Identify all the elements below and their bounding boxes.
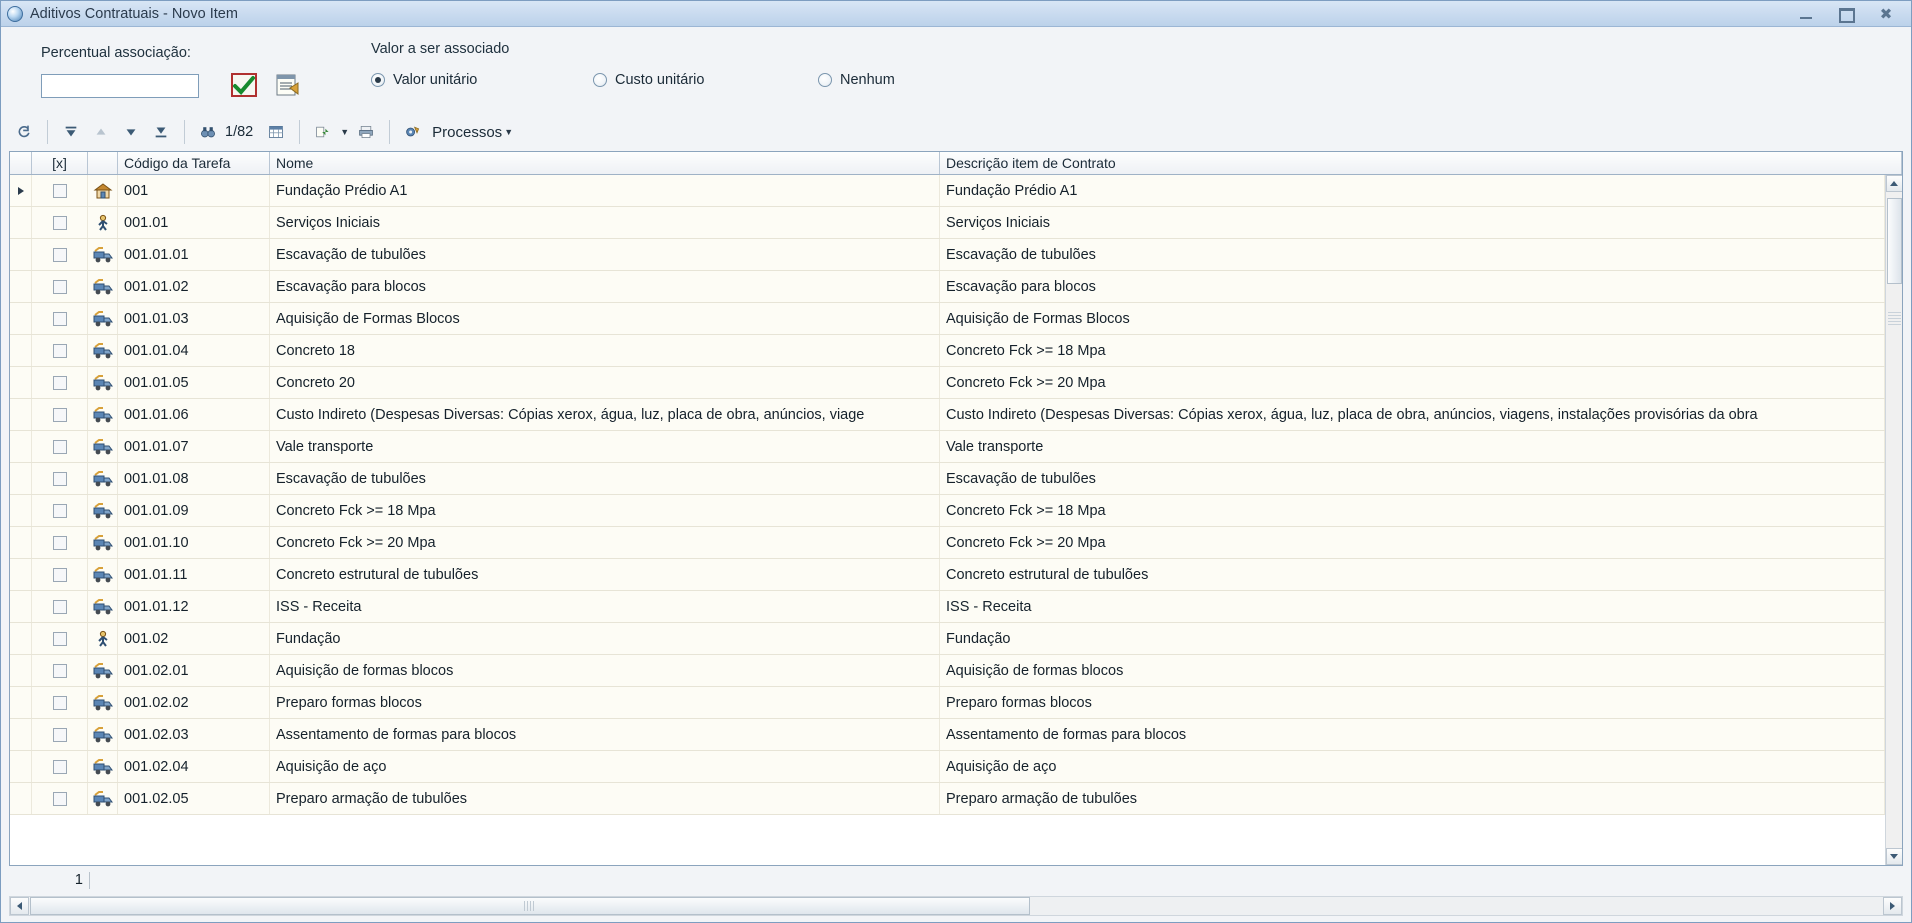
row-name-cell[interactable]: Escavação de tubulões bbox=[270, 239, 940, 270]
toolbar-separator bbox=[47, 120, 48, 144]
table-row[interactable] bbox=[10, 751, 1885, 783]
truck-icon bbox=[88, 751, 118, 782]
row-name-cell[interactable]: ISS - Receita bbox=[270, 591, 940, 622]
row-checkbox-cell[interactable] bbox=[32, 687, 88, 718]
print-icon[interactable] bbox=[351, 118, 381, 146]
minimize-icon[interactable] bbox=[1797, 6, 1815, 22]
row-current-indicator bbox=[10, 335, 32, 366]
grid-header-name[interactable]: Nome bbox=[270, 152, 940, 174]
row-checkbox[interactable] bbox=[53, 248, 67, 262]
list-lookup-glyph bbox=[275, 73, 301, 97]
row-checkbox-cell[interactable] bbox=[32, 431, 88, 462]
row-checkbox[interactable] bbox=[53, 728, 67, 742]
row-code-cell[interactable]: 001.01.02 bbox=[118, 271, 270, 302]
row-code-cell[interactable]: 001.01 bbox=[118, 207, 270, 238]
row-checkbox-cell[interactable] bbox=[32, 655, 88, 686]
row-current-indicator bbox=[10, 687, 32, 718]
row-name-cell[interactable]: Fundação bbox=[270, 623, 940, 654]
row-code-cell[interactable]: 001.02 bbox=[118, 623, 270, 654]
truck-icon bbox=[88, 367, 118, 398]
row-current-indicator bbox=[10, 591, 32, 622]
row-name-cell[interactable]: Escavação para blocos bbox=[270, 271, 940, 302]
truck-icon bbox=[88, 783, 118, 814]
scroll-left-button[interactable] bbox=[10, 897, 29, 915]
radio-label: Nenhum bbox=[840, 72, 895, 88]
row-name-cell[interactable]: Serviços Iniciais bbox=[270, 207, 940, 238]
row-description-cell[interactable]: Preparo armação de tubulões bbox=[940, 783, 1885, 814]
chevron-up-icon bbox=[1890, 181, 1898, 186]
table-row[interactable] bbox=[10, 591, 1885, 623]
hscroll-track[interactable] bbox=[29, 897, 1883, 915]
worker-icon bbox=[88, 207, 118, 238]
footer-row-number: 1 bbox=[74, 872, 83, 888]
row-code-cell[interactable]: 001.01.04 bbox=[118, 335, 270, 366]
row-name-cell[interactable]: Concreto Fck >= 20 Mpa bbox=[270, 527, 940, 558]
row-checkbox[interactable] bbox=[53, 408, 67, 422]
grid-body bbox=[10, 175, 1902, 865]
row-code-cell[interactable]: 001.01.05 bbox=[118, 367, 270, 398]
truck-icon bbox=[88, 271, 118, 302]
row-code-cell[interactable]: 001.01.10 bbox=[118, 527, 270, 558]
row-checkbox[interactable] bbox=[53, 696, 67, 710]
radio-indicator bbox=[593, 73, 607, 87]
next-record-icon[interactable] bbox=[116, 118, 146, 146]
grid-header-icon bbox=[88, 152, 118, 174]
row-checkbox-cell[interactable] bbox=[32, 399, 88, 430]
row-code-cell[interactable]: 001.01.07 bbox=[118, 431, 270, 462]
row-checkbox-cell[interactable] bbox=[32, 463, 88, 494]
row-description-cell[interactable]: Concreto estrutural de tubulões bbox=[940, 559, 1885, 590]
row-checkbox[interactable] bbox=[53, 504, 67, 518]
row-checkbox-cell[interactable] bbox=[32, 207, 88, 238]
row-code-cell[interactable]: 001.02.05 bbox=[118, 783, 270, 814]
row-description-cell[interactable]: ISS - Receita bbox=[940, 591, 1885, 622]
scroll-down-button[interactable] bbox=[1886, 848, 1903, 865]
row-name-cell[interactable]: Aquisição de Formas Blocos bbox=[270, 303, 940, 334]
truck-icon bbox=[88, 335, 118, 366]
row-checkbox[interactable] bbox=[53, 184, 67, 198]
row-current-indicator bbox=[10, 271, 32, 302]
export-caret-icon[interactable]: ▼ bbox=[340, 127, 350, 137]
row-checkbox[interactable] bbox=[53, 536, 67, 550]
radio-indicator bbox=[818, 73, 832, 87]
refresh-glyph bbox=[16, 122, 32, 142]
list-lookup-icon[interactable] bbox=[273, 71, 303, 99]
radio-label: Valor unitário bbox=[393, 72, 478, 88]
toolbar-separator bbox=[299, 120, 300, 144]
find-binoculars-icon[interactable] bbox=[193, 118, 223, 146]
scroll-up-button[interactable] bbox=[1886, 175, 1903, 192]
row-description-cell[interactable]: Aquisição de formas blocos bbox=[940, 655, 1885, 686]
row-current-indicator bbox=[10, 303, 32, 334]
row-description-cell[interactable]: Escavação para blocos bbox=[940, 271, 1885, 302]
print-glyph bbox=[358, 123, 374, 141]
row-current-indicator bbox=[10, 751, 32, 782]
row-checkbox-cell[interactable] bbox=[32, 303, 88, 334]
row-checkbox[interactable] bbox=[53, 664, 67, 678]
row-checkbox[interactable] bbox=[53, 792, 67, 806]
row-description-cell[interactable]: Fundação Prédio A1 bbox=[940, 175, 1885, 206]
window-controls bbox=[1797, 6, 1905, 22]
table-row[interactable] bbox=[10, 431, 1885, 463]
table-row[interactable] bbox=[10, 463, 1885, 495]
table-row[interactable] bbox=[10, 175, 1885, 207]
row-checkbox-cell[interactable] bbox=[32, 559, 88, 590]
tasks-grid bbox=[9, 151, 1903, 866]
radio-option-nenhum[interactable] bbox=[818, 72, 895, 88]
row-checkbox-cell[interactable] bbox=[32, 591, 88, 622]
row-name-cell[interactable]: Preparo armação de tubulões bbox=[270, 783, 940, 814]
previous-record-icon[interactable] bbox=[86, 118, 116, 146]
row-checkbox-cell[interactable] bbox=[32, 527, 88, 558]
row-code-cell[interactable]: 001.01.08 bbox=[118, 463, 270, 494]
row-current-indicator bbox=[10, 207, 32, 238]
table-row[interactable] bbox=[10, 495, 1885, 527]
grid-footer bbox=[1, 866, 1911, 894]
table-row[interactable] bbox=[10, 303, 1885, 335]
table-row[interactable] bbox=[10, 527, 1885, 559]
row-checkbox-cell[interactable] bbox=[32, 239, 88, 270]
row-name-cell[interactable]: Aquisição de aço bbox=[270, 751, 940, 782]
grid-vertical-scrollbar[interactable] bbox=[1885, 175, 1902, 865]
restore-icon[interactable] bbox=[1837, 6, 1855, 22]
row-description-cell[interactable]: Aquisição de aço bbox=[940, 751, 1885, 782]
grid-header-check[interactable]: [x] bbox=[32, 152, 88, 174]
row-checkbox[interactable] bbox=[53, 760, 67, 774]
toolbar-separator bbox=[389, 120, 390, 144]
grid-header-desc[interactable]: Descrição item de Contrato bbox=[940, 152, 1902, 174]
row-current-indicator bbox=[10, 399, 32, 430]
processes-label[interactable]: Processos bbox=[432, 123, 503, 141]
row-name-cell[interactable]: Custo Indireto (Despesas Diversas: Cópias xerox, água, luz, placa de obra, anúncios, viage bbox=[270, 399, 940, 430]
grid-view-glyph bbox=[268, 123, 284, 141]
truck-icon bbox=[88, 495, 118, 526]
row-checkbox[interactable] bbox=[53, 600, 67, 614]
table-row[interactable] bbox=[10, 207, 1885, 239]
row-current-indicator bbox=[10, 655, 32, 686]
row-description-cell[interactable]: Concreto Fck >= 18 Mpa bbox=[940, 495, 1885, 526]
row-code-cell[interactable]: 001.01.11 bbox=[118, 559, 270, 590]
green-check-glyph bbox=[231, 73, 257, 97]
first-record-glyph bbox=[63, 123, 79, 141]
page-indicator: 1/82 bbox=[225, 124, 254, 140]
percent-input[interactable] bbox=[41, 74, 199, 98]
row-description-cell[interactable]: Preparo formas blocos bbox=[940, 687, 1885, 718]
hscroll-thumb[interactable] bbox=[30, 897, 1030, 915]
table-row[interactable] bbox=[10, 367, 1885, 399]
table-row[interactable] bbox=[10, 239, 1885, 271]
worker-icon bbox=[88, 623, 118, 654]
record-toolbar bbox=[1, 113, 1911, 151]
row-checkbox-cell[interactable] bbox=[32, 175, 88, 206]
refresh-icon[interactable] bbox=[9, 118, 39, 146]
row-current-indicator bbox=[10, 719, 32, 750]
chevron-left-icon bbox=[17, 902, 22, 910]
grid-header-indicator bbox=[10, 152, 32, 174]
grid-header-code[interactable]: Código da Tarefa bbox=[118, 152, 270, 174]
row-name-cell[interactable]: Assentamento de formas para blocos bbox=[270, 719, 940, 750]
row-current-indicator bbox=[10, 623, 32, 654]
truck-icon bbox=[88, 655, 118, 686]
row-checkbox-cell[interactable] bbox=[32, 719, 88, 750]
row-code-cell[interactable]: 001.01.06 bbox=[118, 399, 270, 430]
row-description-cell[interactable]: Escavação de tubulões bbox=[940, 239, 1885, 270]
row-checkbox-cell[interactable] bbox=[32, 495, 88, 526]
row-checkbox[interactable] bbox=[53, 472, 67, 486]
row-name-cell[interactable]: Escavação de tubulões bbox=[270, 463, 940, 494]
row-code-cell[interactable]: 001.01.01 bbox=[118, 239, 270, 270]
row-name-cell[interactable]: Fundação Prédio A1 bbox=[270, 175, 940, 206]
truck-icon bbox=[88, 399, 118, 430]
truck-icon bbox=[88, 591, 118, 622]
chevron-down-icon bbox=[1890, 854, 1898, 859]
export-arrow-glyph bbox=[315, 123, 331, 141]
radio-option-valor-unitario[interactable] bbox=[371, 72, 593, 88]
row-current-indicator bbox=[10, 559, 32, 590]
truck-icon bbox=[88, 303, 118, 334]
row-checkbox-cell[interactable] bbox=[32, 783, 88, 814]
row-name-cell[interactable]: Vale transporte bbox=[270, 431, 940, 462]
row-checkbox[interactable] bbox=[53, 280, 67, 294]
row-current-indicator bbox=[10, 783, 32, 814]
window-circle-icon bbox=[7, 6, 23, 22]
row-name-cell[interactable]: Aquisição de formas blocos bbox=[270, 655, 940, 686]
table-row[interactable] bbox=[10, 623, 1885, 655]
green-check-icon[interactable] bbox=[229, 71, 259, 99]
scroll-right-button[interactable] bbox=[1883, 897, 1902, 915]
find-binoculars-glyph bbox=[200, 123, 216, 141]
truck-icon bbox=[88, 559, 118, 590]
table-row[interactable] bbox=[10, 559, 1885, 591]
processes-caret-icon[interactable]: ▼ bbox=[504, 127, 514, 137]
row-description-cell[interactable]: Aquisição de Formas Blocos bbox=[940, 303, 1885, 334]
radio-label: Custo unitário bbox=[615, 72, 705, 88]
processes-icon[interactable] bbox=[398, 118, 428, 146]
row-checkbox[interactable] bbox=[53, 440, 67, 454]
grid-horizontal-scrollbar[interactable] bbox=[9, 896, 1903, 916]
row-checkbox[interactable] bbox=[53, 632, 67, 646]
radio-indicator bbox=[371, 73, 385, 87]
last-record-glyph bbox=[153, 123, 169, 141]
table-row[interactable] bbox=[10, 655, 1885, 687]
row-code-cell[interactable]: 001.01.03 bbox=[118, 303, 270, 334]
radio-option-custo-unitario[interactable] bbox=[593, 72, 818, 88]
value-radio-group bbox=[371, 72, 895, 88]
truck-icon bbox=[88, 431, 118, 462]
window-title: Aditivos Contratuais - Novo Item bbox=[30, 5, 238, 22]
row-current-indicator bbox=[10, 175, 32, 206]
row-checkbox[interactable] bbox=[53, 344, 67, 358]
row-description-cell[interactable]: Assentamento de formas para blocos bbox=[940, 719, 1885, 750]
truck-icon bbox=[88, 527, 118, 558]
footer-edit-line[interactable] bbox=[89, 872, 1911, 889]
grid-view-icon[interactable] bbox=[261, 118, 291, 146]
row-code-cell[interactable]: 001.02.03 bbox=[118, 719, 270, 750]
row-description-cell[interactable]: Concreto Fck >= 18 Mpa bbox=[940, 335, 1885, 366]
row-description-cell[interactable]: Concreto Fck >= 20 Mpa bbox=[940, 527, 1885, 558]
scroll-thumb[interactable] bbox=[1887, 198, 1902, 284]
row-current-indicator bbox=[10, 367, 32, 398]
truck-icon bbox=[88, 239, 118, 270]
row-name-cell[interactable]: Concreto estrutural de tubulões bbox=[270, 559, 940, 590]
row-checkbox-cell[interactable] bbox=[32, 271, 88, 302]
next-record-glyph bbox=[123, 123, 139, 141]
table-row[interactable] bbox=[10, 335, 1885, 367]
row-code-cell[interactable]: 001.01.09 bbox=[118, 495, 270, 526]
row-current-indicator bbox=[10, 495, 32, 526]
row-description-cell[interactable]: Vale transporte bbox=[940, 431, 1885, 462]
row-code-cell[interactable]: 001.02.02 bbox=[118, 687, 270, 718]
scroll-track[interactable] bbox=[1886, 192, 1903, 848]
chevron-right-icon bbox=[1890, 902, 1895, 910]
last-record-icon[interactable] bbox=[146, 118, 176, 146]
processes-glyph bbox=[405, 123, 421, 141]
row-code-cell[interactable]: 001.02.01 bbox=[118, 655, 270, 686]
row-current-indicator bbox=[10, 431, 32, 462]
truck-icon bbox=[88, 719, 118, 750]
previous-record-glyph bbox=[93, 123, 109, 141]
value-group-title: Valor a ser associado bbox=[371, 41, 510, 57]
row-checkbox-cell[interactable] bbox=[32, 623, 88, 654]
close-icon[interactable]: ✖ bbox=[1879, 4, 1893, 23]
house-icon bbox=[88, 175, 118, 206]
row-description-cell[interactable]: Concreto Fck >= 20 Mpa bbox=[940, 367, 1885, 398]
truck-icon bbox=[88, 463, 118, 494]
row-name-cell[interactable]: Preparo formas blocos bbox=[270, 687, 940, 718]
toolbar-separator bbox=[184, 120, 185, 144]
row-current-indicator bbox=[10, 463, 32, 494]
row-name-cell[interactable]: Concreto 18 bbox=[270, 335, 940, 366]
row-checkbox-cell[interactable] bbox=[32, 335, 88, 366]
row-code-cell[interactable]: 001 bbox=[118, 175, 270, 206]
hscroll-grip-icon bbox=[524, 901, 536, 911]
row-name-cell[interactable]: Concreto Fck >= 18 Mpa bbox=[270, 495, 940, 526]
association-form-panel bbox=[1, 27, 1911, 113]
row-name-cell[interactable]: Concreto 20 bbox=[270, 367, 940, 398]
row-checkbox[interactable] bbox=[53, 216, 67, 230]
row-checkbox[interactable] bbox=[53, 312, 67, 326]
row-current-indicator bbox=[10, 527, 32, 558]
grid-rows bbox=[10, 175, 1885, 865]
row-description-cell[interactable]: Escavação de tubulões bbox=[940, 463, 1885, 494]
row-current-indicator bbox=[10, 239, 32, 270]
table-row[interactable] bbox=[10, 783, 1885, 815]
row-code-cell[interactable]: 001.02.04 bbox=[118, 751, 270, 782]
row-description-cell[interactable]: Fundação bbox=[940, 623, 1885, 654]
row-code-cell[interactable]: 001.01.12 bbox=[118, 591, 270, 622]
current-row-arrow-icon bbox=[18, 187, 24, 195]
row-checkbox[interactable] bbox=[53, 376, 67, 390]
grid-header-row bbox=[10, 152, 1902, 175]
row-checkbox[interactable] bbox=[53, 568, 67, 582]
row-checkbox-cell[interactable] bbox=[32, 367, 88, 398]
scroll-grip-icon bbox=[1888, 312, 1901, 326]
truck-icon bbox=[88, 687, 118, 718]
export-arrow-icon[interactable] bbox=[308, 118, 338, 146]
table-row[interactable] bbox=[10, 687, 1885, 719]
table-row[interactable] bbox=[10, 719, 1885, 751]
row-checkbox-cell[interactable] bbox=[32, 751, 88, 782]
percent-label: Percentual associação: bbox=[41, 45, 191, 61]
table-row[interactable] bbox=[10, 399, 1885, 431]
row-description-cell[interactable]: Serviços Iniciais bbox=[940, 207, 1885, 238]
table-row[interactable] bbox=[10, 271, 1885, 303]
window-titlebar bbox=[1, 1, 1911, 27]
first-record-icon[interactable] bbox=[56, 118, 86, 146]
row-description-cell[interactable]: Custo Indireto (Despesas Diversas: Cópias xerox, água, luz, placa de obra, anúncios, viagens, instalações provisórias da obra bbox=[940, 399, 1885, 430]
